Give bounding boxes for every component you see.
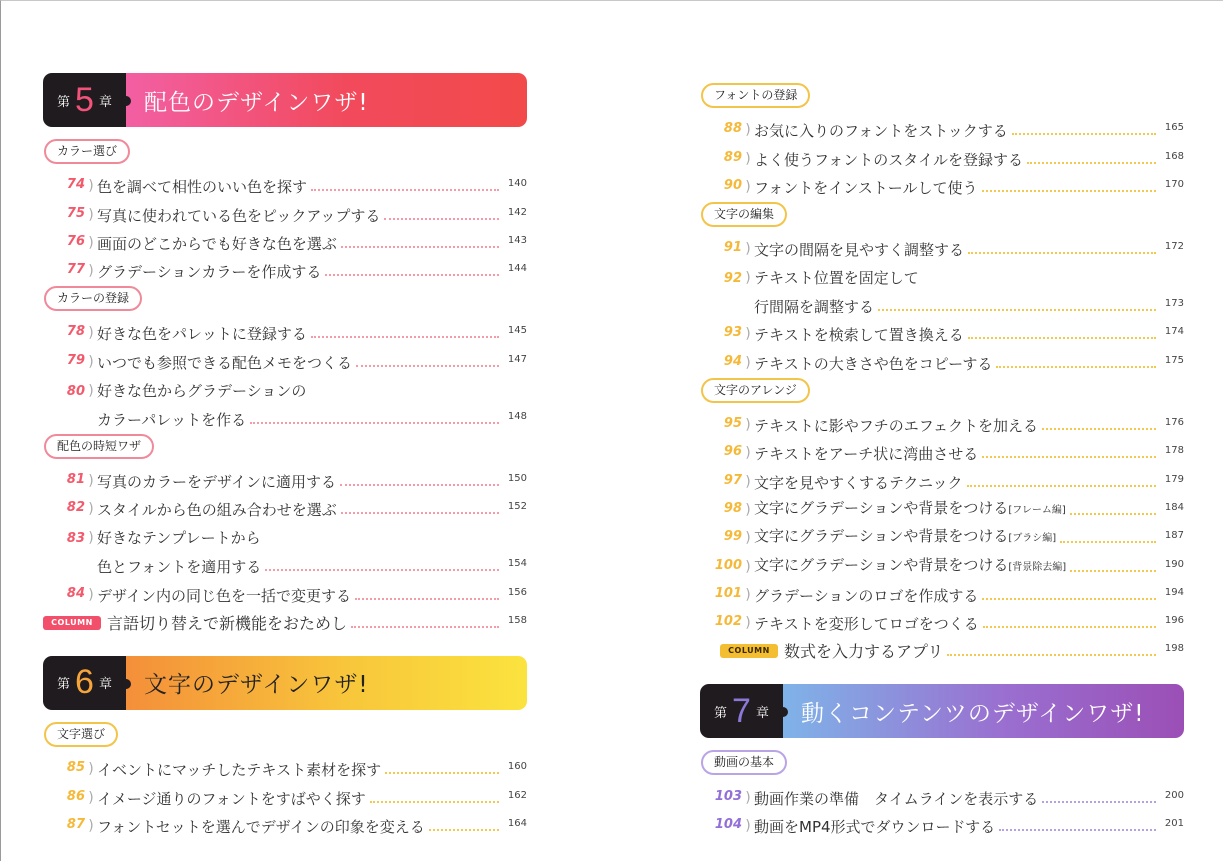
leader-dots: [1060, 541, 1156, 543]
entry-number: 101: [714, 585, 742, 601]
entry-line2: [97, 407, 527, 430]
entry-title: 文字の間隔を見やすく調整する: [754, 241, 965, 260]
leader-dots: [429, 829, 499, 831]
chapter-number-value: 7: [732, 691, 751, 730]
entry-title: [754, 526, 1056, 549]
leader-dots: [340, 484, 499, 486]
toc-entry[interactable]: [700, 464, 1184, 492]
entry-number: 86: [66, 788, 85, 804]
leader-dots: [325, 274, 499, 276]
entry-page: 143: [507, 234, 527, 246]
toc-entry[interactable]: [43, 752, 527, 780]
entry-title-line1: テキスト位置を固定して: [754, 269, 919, 288]
chapter-suffix: 章: [755, 705, 769, 721]
toc-entry[interactable]: [43, 316, 527, 344]
leader-dots: [1027, 162, 1156, 164]
paren-mark: ): [88, 586, 94, 603]
entry-title: デザイン内の同じ色を一括で変更する: [97, 586, 351, 605]
paren-mark: ): [88, 325, 94, 342]
section-label: カラーの登録: [44, 286, 142, 311]
entry-number: 95: [723, 416, 742, 432]
toc-entry[interactable]: [43, 780, 527, 808]
chapter-title: 文字のデザインワザ!: [126, 656, 527, 710]
entry-page: 170: [1164, 178, 1184, 190]
leader-dots: [370, 801, 499, 803]
entry-line2: [754, 294, 1184, 317]
column-title: 言語切り替えで新機能をおためし: [107, 613, 348, 633]
paren-mark: ): [745, 178, 751, 195]
toc-entry[interactable]: [43, 226, 527, 254]
entry-number: 91: [723, 240, 742, 256]
entry-title: [754, 498, 1066, 521]
chapter-prefix: 第: [57, 677, 71, 693]
toc-entry[interactable]: [700, 408, 1184, 436]
paren-mark: ): [88, 473, 94, 490]
entry-page: 172: [1164, 241, 1184, 253]
entry-number: 80: [66, 383, 85, 399]
entry-title-line2: 色とフォントを適用する: [97, 558, 262, 577]
entry-number: 82: [66, 500, 85, 516]
entry-page: 156: [507, 586, 527, 598]
entry-page: 162: [507, 789, 527, 801]
entry-subtitle: [背景除去編]: [1008, 561, 1067, 573]
paren-mark: ): [745, 122, 751, 139]
entry-number: 83: [66, 531, 85, 547]
column-badge: COLUMN: [43, 616, 101, 630]
chapter-suffix: 章: [98, 94, 112, 110]
entry-page: 201: [1164, 818, 1184, 830]
entry-title: テキストを検索して置き換える: [754, 326, 964, 345]
entry-number: 78: [66, 324, 85, 340]
toc-entry[interactable]: [43, 169, 527, 197]
toc-entry[interactable]: [700, 780, 1184, 808]
toc-entry[interactable]: [700, 113, 1184, 141]
entry-number: 102: [714, 614, 742, 630]
toc-entry[interactable]: [43, 520, 527, 577]
chapter-prefix: 第: [714, 705, 728, 721]
chapter-title: 配色のデザインワザ!: [126, 73, 527, 127]
paren-mark: ): [745, 530, 751, 547]
entry-title: いつでも参照できる配色メモをつくる: [97, 353, 353, 372]
entry-number: 88: [723, 121, 742, 137]
paren-mark: ): [745, 473, 751, 490]
chapter-prefix: 第: [57, 94, 71, 110]
leader-dots: [996, 366, 1156, 368]
leader-dots: [1042, 428, 1156, 430]
entry-page: 140: [507, 178, 527, 190]
entry-title: テキストを変形してロゴをつくる: [754, 615, 979, 634]
leader-dots: [878, 309, 1156, 311]
entry-page: 187: [1164, 530, 1184, 542]
entry-title: テキストの大きさや色をコピーする: [754, 354, 993, 373]
entry-page: 165: [1164, 122, 1184, 134]
toc-entry[interactable]: [43, 373, 527, 430]
chapter-number: [700, 684, 783, 738]
entry-number: 77: [66, 262, 85, 278]
leader-dots: [1070, 570, 1156, 572]
paren-mark: ): [88, 761, 94, 778]
leader-dots: [967, 485, 1156, 487]
entry-title-line1: 好きな色からグラデーションの: [97, 381, 307, 400]
paren-mark: ): [88, 501, 94, 518]
entry-title-line2: カラーパレットを作る: [97, 410, 247, 429]
entry-title: 動画をMP4形式でダウンロードする: [754, 818, 996, 837]
toc-entry[interactable]: [43, 577, 527, 605]
entry-title: 色を調べて相性のいい色を探す: [97, 178, 308, 197]
toc-entry[interactable]: [43, 254, 527, 282]
column-entry[interactable]: [23, 606, 527, 634]
leader-dots: [1042, 801, 1156, 803]
paren-mark: ): [745, 789, 751, 806]
entry-page: 184: [1164, 501, 1184, 513]
entry-number: 74: [66, 177, 85, 193]
chapter-5-header: [43, 73, 527, 127]
leader-dots: [982, 598, 1156, 600]
leader-dots: [384, 218, 499, 220]
paren-mark: ): [88, 530, 94, 547]
toc-entry[interactable]: [700, 549, 1184, 577]
entry-page: 158: [507, 614, 527, 626]
section-label: 文字の編集: [701, 202, 787, 227]
entry-number: 85: [66, 760, 85, 776]
entry-page: 179: [1164, 473, 1184, 485]
paren-mark: ): [745, 241, 751, 258]
paren-mark: ): [88, 234, 94, 251]
entry-page: 174: [1164, 326, 1184, 338]
entry-title: グラデーションカラーを作成する: [97, 263, 322, 282]
entry-number: 97: [723, 472, 742, 488]
entry-page: 150: [507, 473, 527, 485]
leader-dots: [385, 772, 499, 774]
entry-title-main: 文字にグラデーションや背景をつける: [754, 527, 1009, 546]
entry-number: 103: [714, 788, 742, 804]
leader-dots: [983, 626, 1156, 628]
column-badge: COLUMN: [720, 644, 778, 658]
entry-number: 79: [66, 352, 85, 368]
toc-entry[interactable]: [43, 464, 527, 492]
toc-entry[interactable]: [700, 170, 1184, 198]
toc-entry[interactable]: [700, 345, 1184, 373]
entry-page: 142: [507, 206, 527, 218]
entry-subtitle: [ブラシ編]: [1008, 533, 1057, 545]
entry-page: 164: [507, 817, 527, 829]
entry-title-main: 文字にグラデーションや背景をつける: [754, 555, 1009, 574]
leader-dots: [250, 422, 499, 424]
toc-entry[interactable]: [700, 578, 1184, 606]
leader-dots: [341, 246, 499, 248]
left-column: [43, 1, 527, 837]
entry-page: 196: [1164, 615, 1184, 627]
entry-page: 160: [507, 761, 527, 773]
chapter-number: [43, 73, 126, 127]
chapter-number-value: 6: [75, 663, 94, 702]
entry-number: 75: [66, 205, 85, 221]
entry-page: 144: [507, 263, 527, 275]
chapter-number: [43, 656, 126, 710]
entry-number: 93: [723, 325, 742, 341]
entry-number: 92: [723, 271, 742, 287]
entry-subtitle: [フレーム編]: [1008, 504, 1066, 516]
entry-title: イメージ通りのフォントをすばやく探す: [97, 789, 366, 808]
toc-entry[interactable]: [700, 260, 1184, 317]
paren-mark: ): [745, 818, 751, 835]
toc-entry[interactable]: [700, 317, 1184, 345]
section-label: 文字選び: [44, 722, 118, 747]
leader-dots: [999, 829, 1156, 831]
toc-entry[interactable]: [700, 232, 1184, 260]
toc-entry[interactable]: [700, 606, 1184, 634]
paren-mark: ): [745, 586, 751, 603]
paren-mark: ): [745, 150, 751, 167]
toc-entry[interactable]: [700, 141, 1184, 169]
entry-line2: [97, 554, 527, 577]
entry-number: 100: [714, 557, 742, 573]
chapter-suffix: 章: [98, 677, 112, 693]
paren-mark: ): [88, 789, 94, 806]
toc-entry[interactable]: [700, 521, 1184, 549]
entry-page: 200: [1164, 789, 1184, 801]
section-label: 文字のアレンジ: [701, 378, 810, 403]
entry-title: スタイルから色の組み合わせを選ぶ: [97, 501, 337, 520]
chapter-number-value: 5: [75, 80, 94, 119]
entry-two-line: [754, 268, 1184, 317]
chapter-7-header: [700, 684, 1184, 738]
entry-title: 文字を見やすくするテクニック: [754, 473, 963, 492]
chapter-6-header: [43, 656, 527, 710]
entry-page: 147: [507, 353, 527, 365]
entry-title: 動画作業の準備 タイムラインを表示する: [754, 789, 1039, 808]
toc-entry[interactable]: [43, 809, 527, 837]
entry-page: 175: [1164, 354, 1184, 366]
entry-title: フォントセットを選んでデザインの印象を変える: [97, 817, 425, 836]
right-column: [700, 1, 1184, 837]
toc-entry[interactable]: [700, 493, 1184, 521]
paren-mark: ): [745, 615, 751, 632]
leader-dots: [311, 336, 499, 338]
section-label: カラー選び: [44, 139, 130, 164]
column-entry[interactable]: [700, 634, 1184, 662]
entry-title: テキストに影やフチのエフェクトを加える: [754, 417, 1038, 436]
leader-dots: [968, 252, 1156, 254]
paren-mark: ): [88, 206, 94, 223]
entry-number: 76: [66, 233, 85, 249]
leader-dots: [356, 365, 499, 367]
entry-title: フォントをインストールして使う: [754, 178, 978, 197]
leader-dots: [982, 190, 1156, 192]
entry-title: 画面のどこからでも好きな色を選ぶ: [97, 234, 337, 253]
entry-page: 198: [1164, 643, 1184, 655]
entry-page: 194: [1164, 586, 1184, 598]
entry-page: 152: [507, 501, 527, 513]
paren-mark: ): [745, 417, 751, 434]
paren-mark: ): [745, 326, 751, 343]
leader-dots: [968, 337, 1156, 339]
toc-entry[interactable]: [700, 809, 1184, 837]
entry-title-line1: 好きなテンプレートから: [97, 529, 261, 548]
entry-number: 87: [66, 816, 85, 832]
paren-mark: ): [88, 382, 94, 399]
section-label: フォントの登録: [701, 83, 810, 108]
entry-page: 154: [507, 558, 527, 570]
entry-number: 96: [723, 444, 742, 460]
paren-mark: ): [745, 270, 751, 287]
toc-entry[interactable]: [700, 436, 1184, 464]
entry-title: よく使うフォントのスタイルを登録する: [754, 150, 1023, 169]
entry-number: 94: [723, 353, 742, 369]
entry-title-main: 文字にグラデーションや背景をつける: [754, 498, 1009, 517]
toc-entry[interactable]: [43, 197, 527, 225]
toc-entry[interactable]: [43, 344, 527, 372]
paren-mark: ): [745, 445, 751, 462]
section-label: 動画の基本: [701, 750, 787, 775]
entry-title: お気に入りのフォントをストックする: [754, 122, 1008, 141]
entry-title: テキストをアーチ状に湾曲させる: [754, 445, 979, 464]
entry-number: 89: [723, 149, 742, 165]
entry-page: 168: [1164, 150, 1184, 162]
paren-mark: ): [745, 354, 751, 371]
entry-page: 190: [1164, 558, 1184, 570]
leader-dots: [982, 456, 1156, 458]
leader-dots: [311, 189, 499, 191]
leader-dots: [1070, 513, 1156, 515]
leader-dots: [947, 654, 1156, 656]
leader-dots: [265, 569, 499, 571]
entry-number: 104: [714, 817, 742, 833]
entry-title: イベントにマッチしたテキスト素材を探す: [97, 761, 382, 780]
entry-page: 148: [507, 410, 527, 422]
entry-two-line: [97, 528, 527, 577]
entry-number: 90: [723, 177, 742, 193]
entry-number: 84: [66, 585, 85, 601]
section-label: 配色の時短ワザ: [44, 434, 154, 459]
toc-entry[interactable]: [43, 492, 527, 520]
leader-dots: [351, 626, 499, 628]
paren-mark: ): [745, 558, 751, 575]
entry-title: 好きな色をパレットに登録する: [97, 325, 307, 344]
leader-dots: [341, 512, 499, 514]
entry-title: 写真のカラーをデザインに適用する: [97, 473, 336, 492]
entry-number: 98: [723, 500, 742, 516]
column-title: 数式を入力するアプリ: [784, 642, 944, 662]
paren-mark: ): [88, 353, 94, 370]
entry-title: 写真に使われている色をピックアップする: [97, 206, 381, 225]
paren-mark: ): [745, 501, 751, 518]
leader-dots: [355, 598, 499, 600]
leader-dots: [1012, 133, 1156, 135]
paren-mark: ): [88, 263, 94, 280]
entry-number: 99: [723, 529, 742, 545]
entry-title: [754, 555, 1066, 578]
entry-page: 145: [507, 325, 527, 337]
entry-page: 178: [1164, 445, 1184, 457]
entry-page: 176: [1164, 417, 1184, 429]
paren-mark: ): [88, 817, 94, 834]
entry-page: 173: [1164, 298, 1184, 310]
entry-number: 81: [66, 472, 85, 488]
chapter-title: 動くコンテンツのデザインワザ!: [783, 684, 1184, 738]
entry-title-line2: 行間隔を調整する: [754, 298, 875, 317]
entry-two-line: [97, 381, 527, 430]
paren-mark: ): [88, 178, 94, 195]
entry-title: グラデーションのロゴを作成する: [754, 586, 979, 605]
